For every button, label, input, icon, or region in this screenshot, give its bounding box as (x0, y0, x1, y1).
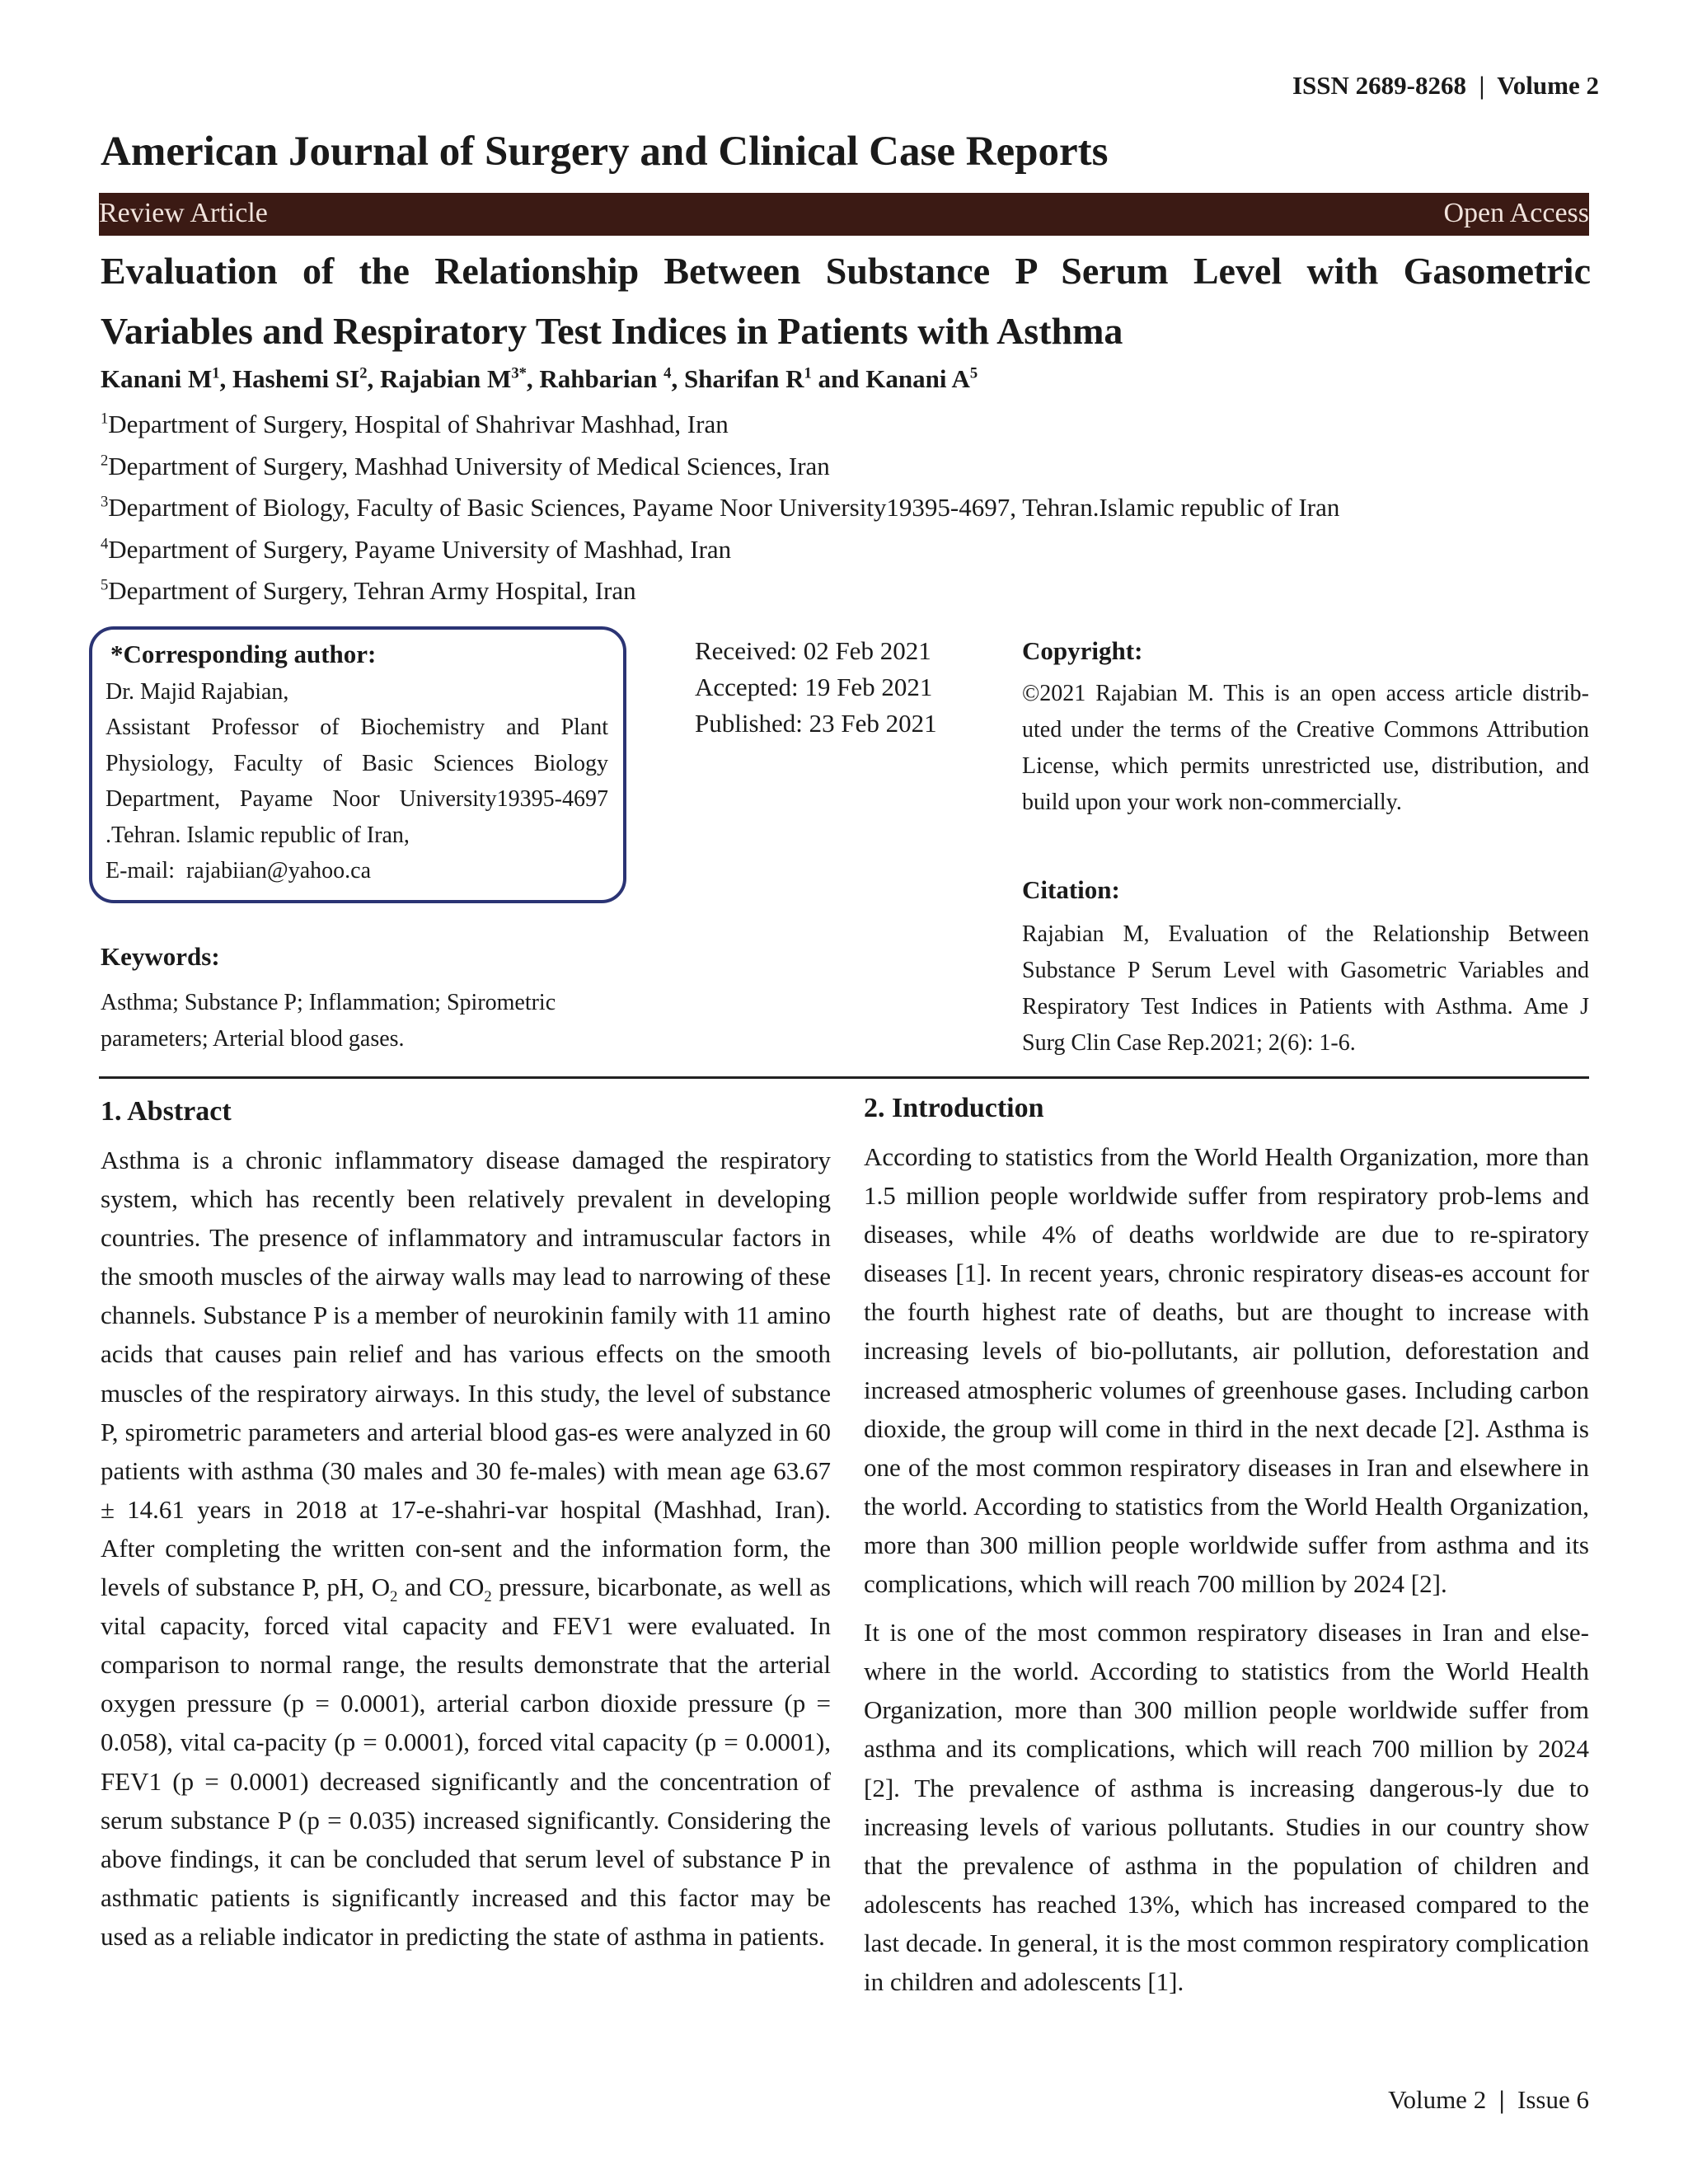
affiliation-list (101, 404, 1339, 612)
corresponding-author-email-line (106, 853, 608, 889)
received-date: Received: 02 Feb 2021 (695, 636, 931, 665)
issn-text: ISSN 2689-8268 (1292, 71, 1466, 100)
affiliation: $^2$Department of Surgery, Mashhad University of Medical Sciences, Iran (101, 451, 830, 480)
separator: | (1492, 2085, 1512, 2114)
issn-volume (1292, 71, 1599, 101)
author: Sharifan $R^1$ (683, 364, 812, 393)
affiliation: $^4$Department of Surgery, Payame University of Mashhad, Iran (101, 534, 732, 564)
volume-text: Volume 2 (1497, 71, 1599, 100)
copyright-text: ©2021 Rajabian M. This is an open access article distrib-uted under the terms of the Creative Commons Attribution License, which permits unrestricted use, distribution, and build upon your work non-commercially. (1022, 681, 1589, 815)
corresponding-author-position: Assistant Professor of Biochemistry and Plant Physiology, Faculty of Basic Sciences Biology Department, Payame Noor University19395-4697 .Tehran. Islamic republic of Iran, (106, 715, 608, 848)
email-link[interactable]: rajabiian@yahoo.ca (185, 858, 371, 883)
copyright-heading: Copyright: (1022, 636, 1143, 665)
separator: | (1472, 71, 1492, 100)
corresponding-author-content (106, 636, 608, 889)
footer-issue: Issue 6 (1517, 2085, 1589, 2114)
author: Kanani $A^5$ (865, 364, 978, 393)
journal-title: American Journal of Surgery and Clinical Case Reports (101, 129, 1109, 175)
article-title-line-2: Variables and Respiratory Test Indices in Patients with Asthma (101, 310, 1123, 352)
article-title-line-1: Evaluation of the Relationship Between Substance P Serum Level with Gasometric (101, 250, 1591, 292)
introduction-text (864, 1137, 1589, 2011)
abstract-heading: 1. Abstract (101, 1096, 232, 1127)
article-title (101, 241, 1591, 361)
citation-text: Rajabian M, Evaluation of the Relationship Between Substance P Serum Level with Gasometric Variables and Respiratory Test Indices in Patients with Asthma. Ame J Surg Clin Case Rep.2021; 2(6): 1-6. (1022, 921, 1589, 1056)
article-type: Review Article (99, 198, 268, 228)
introduction-heading: 2. Introduction (864, 1093, 1044, 1123)
published-date: Published: 23 Feb 2021 (695, 709, 937, 738)
footer-volume: Volume 2 (1388, 2085, 1487, 2114)
introduction-paragraph: According to statistics from the World Health Organization, more than 1.5 million people worldwide suffer from respiratory prob-lems and diseases, while 4% of deaths worldwide are due to re-spiratory diseases [1]. In recent years, chronic respiratory diseas-es account for the fourth highest rate of deaths, but are thought to increase with increasing levels of bio-pollutants, air pollution, deforestation and increased atmospheric volumes of greenhouse gases. Including carbon dioxide, the group will come in third in the next decade [2]. Asthma is one of the most common respiratory diseases in Iran and elsewhere in the world. According to statistics from the World Health Organization, more than 300 million people worldwide suffer from asthma and its complications, which will reach 700 million by 2024 [2]. (864, 1142, 1589, 1599)
introduction-paragraph: It is one of the most common respiratory diseases in Iran and else-where in the world. According to statistics from the World Health Organization, more than 300 million people worldwide suffer from asthma and its complications, which will reach 700 million by 2024 [2]. The prevalence of asthma is increasing dangerous-ly due to increasing levels of various pollutants. Studies in our country show that the prevalence of asthma in the population of children and adolescents has reached 13%, which has increased compared to the last decade. In general, it is the most common respiratory complication in children and adolescents [1]. (864, 1618, 1589, 1996)
article-dates (695, 633, 937, 742)
author: Kanani $M^1$ (101, 364, 220, 393)
citation-heading: Citation: (1022, 875, 1120, 904)
author-list: Kanani $M^1$, Hashemi $SI^2$, Rajabian $M^{3*}$, Rahbarian $^4$, Sharifan $R^1$ and Kanani $A^5$ (101, 364, 978, 393)
keywords-heading: Keywords: (101, 942, 220, 971)
keywords-text: Asthma; Substance P; Inflammation; Spirometric parameters; Arterial blood gases. (101, 990, 556, 1052)
open-access-label: Open Access (1443, 198, 1589, 228)
section-divider (99, 1076, 1589, 1079)
author: Rahbarian $^4$ (539, 364, 672, 393)
page-footer (1388, 2085, 1589, 2115)
email-label: E-mail: (106, 858, 175, 883)
affiliation: $^1$Department of Surgery, Hospital of Shahrivar Mashhad, Iran (101, 410, 729, 438)
accepted-date: Accepted: 19 Feb 2021 (695, 673, 933, 701)
affiliation: $^3$Department of Biology, Faculty of Basic Sciences, Payame Noor University19395-4697, Tehran.Islamic republic of Iran (101, 493, 1340, 522)
article-type-band (99, 193, 1589, 236)
corresponding-author-name: Dr. Majid Rajabian, (106, 678, 289, 705)
author: Hashemi $SI^2$ (232, 364, 368, 393)
author: Rajabian $M^{3*}$ (379, 364, 527, 393)
affiliation: $^5$Department of Surgery, Tehran Army Hospital, Iran (101, 576, 636, 605)
corresponding-author-heading: *Corresponding author: (110, 640, 377, 668)
abstract-text: Asthma is a chronic inflammatory disease damaged the respiratory system, which has recently been relatively prevalent in developing countries. The presence of inflammatory and intramuscular factors in the smooth muscles of the airway walls may lead to narrowing of these channels. Substance P is a member of neurokinin family with 11 amino acids that causes pain relief and has various effects on the smooth muscles of the respiratory airways. In this study, the level of substance P, spirometric parameters and arterial blood gas-es were analyzed in 60 patients with asthma (30 males and 30 fe-males) with mean age 63.67 ± 14.61 years in 2018 at 17-e-shahri-var hospital (Mashhad, Iran). After completing the written con-sent and the information form, the levels of substance P, pH, $O_2$ and $CO_2$ pressure, bicarbonate, as well as vital capacity, forced vital capacity and FEV1 were evaluated. In comparison to normal range, the results demonstrate that the arterial oxygen pressure (p = 0.0001), arterial carbon dioxide pressure (p = 0.058), vital ca-pacity (p = 0.0001), forced vital capacity (p = 0.0001), FEV1 (p = 0.0001) decreased significantly and the concentration of serum substance P (p = 0.035) increased significantly. Considering the above findings, it can be concluded that serum level of substance P in asthmatic patients is significantly increased and this factor may be used as a reliable indicator in predicting the state of asthma in patients. (101, 1146, 831, 1951)
